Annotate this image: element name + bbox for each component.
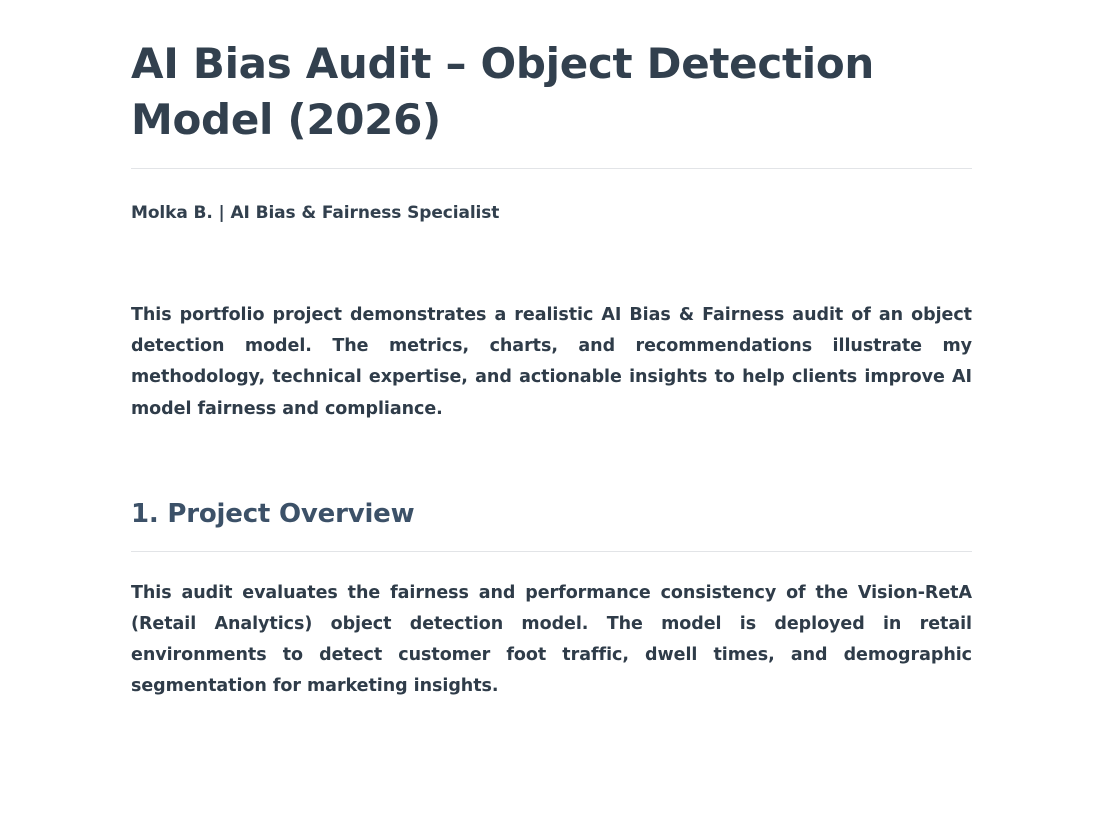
intro-paragraph: This portfolio project demonstrates a realistic AI Bias & Fairness audit of an object detection model. The metrics, charts, and recommendations illustrate my methodology, technical expertise, and actionable insights to help clients improve AI model fairness and compliance.	[131, 304, 972, 419]
title-divider	[131, 168, 972, 169]
section-divider	[131, 551, 972, 552]
author-byline: Molka B. | AI Bias & Fairness Specialist	[131, 202, 500, 223]
document-content	[131, 0, 972, 703]
page-title: AI Bias Audit – Object Detection Model (2026)	[131, 39, 874, 144]
section-heading-project-overview: 1. Project Overview	[131, 498, 415, 529]
section-paragraph: This audit evaluates the fairness and performance consistency of the Vision-RetA (Retail Analytics) object detection model. The model is deployed in retail environments to detect customer foot traffic, dwell times, and demographic segmentation for marketing insights.	[131, 582, 972, 697]
